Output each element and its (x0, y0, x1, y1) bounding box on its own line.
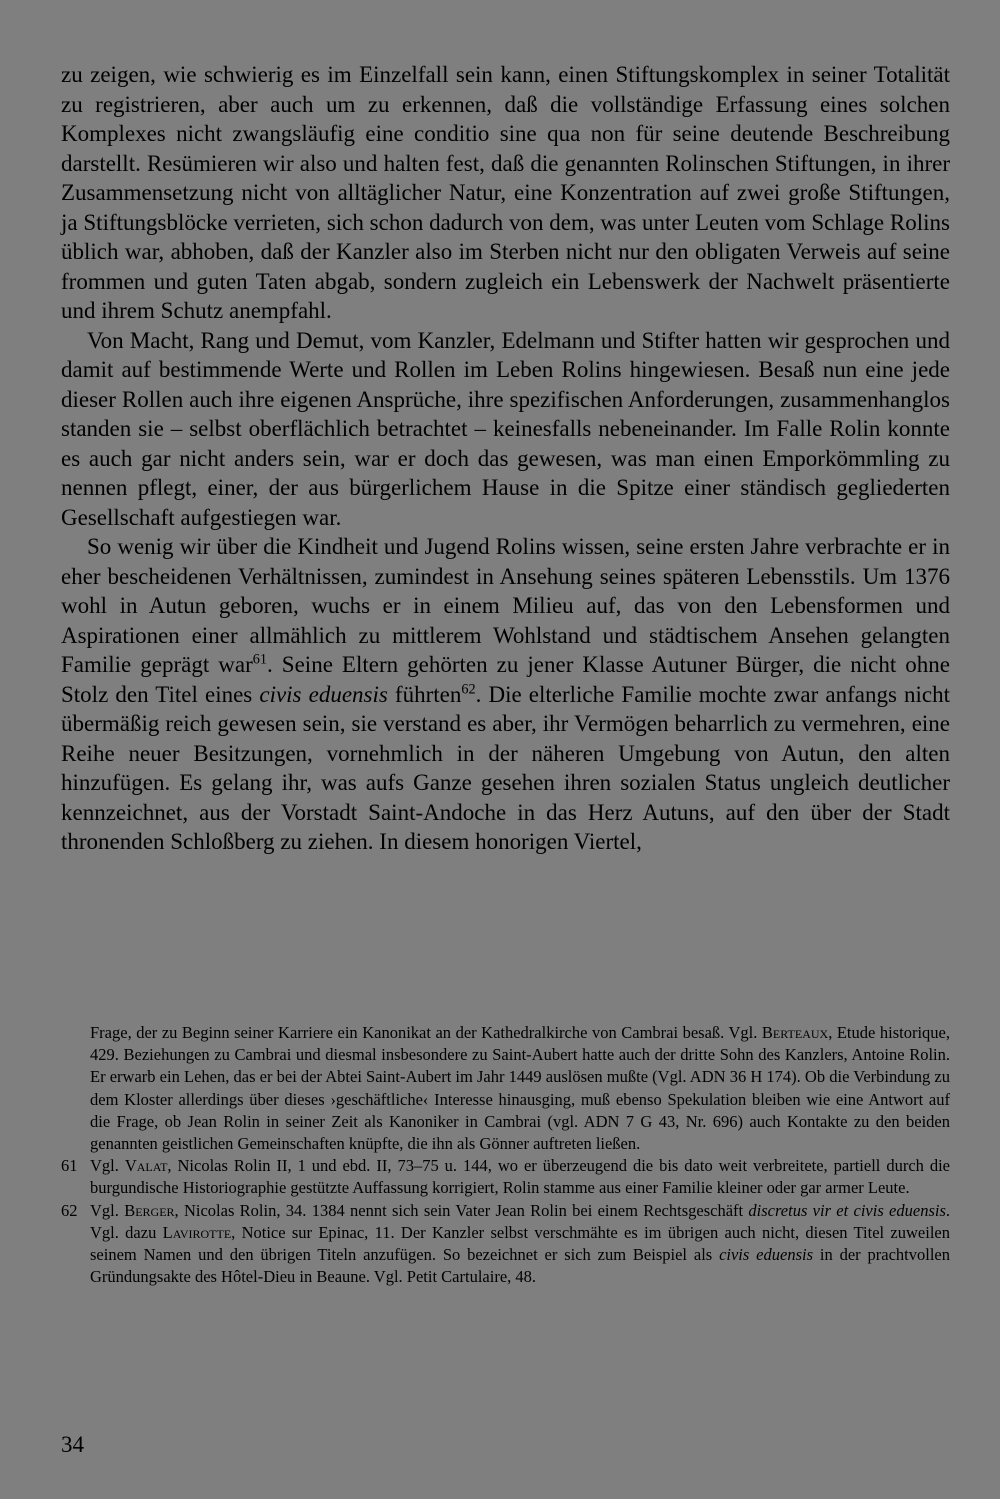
page-number: 34 (61, 1432, 84, 1457)
footnote-ref-61[interactable]: 61 (252, 651, 268, 668)
main-text (61, 60, 950, 857)
footnote-text (90, 1200, 950, 1289)
paragraph-3-text: . Seine Eltern gehörten zu jener Klasse Autuner Bürger, die nicht ohne Stolz den Titel eines (61, 652, 951, 707)
footnote-text (90, 1155, 950, 1199)
footnote-text: Frage, der zu Beginn seiner Karriere ein Kanonikat an der Kathedralkirche von Cambrai besaß. Vgl. (90, 1023, 762, 1042)
footnote-62 (61, 1200, 950, 1289)
latin-term: civis eduensis (259, 681, 388, 707)
paragraph-3 (61, 532, 950, 857)
footnote-text: . Vgl. dazu (90, 1200, 951, 1242)
footnote-text: , Nicolas Rolin II, 1 und ebd. II, 73–75 u. 144, wo er überzeugend die bis dato weit verbreitete, partiell durch die burgundische Historiographie gestützte Auffassung korrigiert, Rolin stamme aus einer Familie kleiner oder gar armer Leute. (90, 1156, 951, 1198)
footnote-text: Vgl. (90, 1156, 125, 1176)
footnote-text: , Etude historique, 429. Beziehungen zu Cambrai und diesmal insbesondere zu Saint-Aubert hatte auch der dritte Sohn des Kanzlers, Antoine Rolin. Er erwarb ein Lehen, das er bei der Abtei Saint-Aubert im Jahr 1449 auslösen mußte (Vgl. ADN 36 H 174). Ob die Verbindung zu dem Kloster allerdings über dieses ›geschäftliche‹ Interesse hinausging, muß ebenso Spekulation bleiben wie eine Antwort auf die Frage, ob Jean Rolin in seiner Zeit als Kanoniker in Cambrai (vgl. ADN 7 G 43, Nr. 696) auch Kontakte zu den beiden genannten geistlichen Gemeinschaften knüpfte, die ihn als Gönner auftreten ließen. (90, 1023, 950, 1154)
paragraph-3-text: So wenig wir über die Kindheit und Jugend Rolins wissen, seine ersten Jahre verbrachte er in eher bescheidenen Verhältnissen, zumindest in Ansehung seines späteren Lebensstils. Um 1376 wohl in Autun geboren, wuchs er in einem Milieu auf, das von den Lebensformen und Aspirationen einer allmählich zu mittlerem Wohlstand und städtischem Ansehen gelangten Familie geprägt war (61, 534, 950, 677)
footnotes (61, 1022, 950, 1288)
footnote-text: in der prachtvollen Gründungsakte des Hôtel-Dieu in Beaune. Vgl. Petit Cartulaire, 48. (90, 1245, 950, 1287)
footnote-61 (61, 1155, 950, 1199)
footnote-text: , Notice sur Epinac, 11. Der Kanzler selbst verschmähte es im übrigen auch nicht, diesen Titel zuweilen seinem Namen und den übrigen Titeln anzufügen. So bezeichnet er sich zum Beispiel als (90, 1222, 950, 1265)
footnote-number: 62 (61, 1200, 78, 1220)
latin-term: civis eduensis (719, 1245, 814, 1265)
author-name: Berteaux (761, 1023, 829, 1042)
author-name: Lavirotte (162, 1222, 232, 1242)
footnote-continuation (90, 1022, 950, 1155)
footnote-text: , Nicolas Rolin, 34. 1384 nennt sich sein Vater Jean Rolin bei einem Rechtsgeschäft (174, 1200, 749, 1220)
paragraph-1: zu zeigen, wie schwierig es im Einzelfall sein kann, einen Stiftungskomplex in seiner Totalität zu registrieren, aber auch um zu erkennen, daß die vollständige Erfassung eines solchen Komplexes nicht zwangsläufig eine conditio sine qua non für seine deutende Beschreibung darstellt. Resümieren wir also und halten fest, daß die genannten Rolinschen Stiftungen, in ihrer Zusammensetzung nicht von alltäglicher Natur, eine Konzentration auf zwei große Stiftungen, ja Stiftungsblöcke verrieten, sich schon dadurch von dem, was unter Leuten vom Schlage Rolins üblich war, abhoben, daß der Kanzler also im Sterben nicht nur den obligaten Verweis auf seine frommen und guten Taten abgab, sondern zugleich ein Lebenswerk der Nachwelt präsentierte und ihrem Schutz anempfahl. (61, 62, 950, 323)
paragraph-3-text: führten (387, 681, 462, 707)
author-name: Valat (124, 1156, 168, 1176)
paragraph-3-text: . Die elterliche Familie mochte zwar anfangs nicht übermäßig reich gewesen sein, sie verstand es aber, ihr Vermögen beharrlich zu vermehren, eine Reihe neuer Besitzungen, vornehmlich in der näheren Umgebung von Autun, den alten hinzufügen. Es gelang ihr, was aufs Ganze gesehen ihren sozialen Status ungleich deutlicher kennzeichnet, aus der Vorstadt Saint-Andoche in das Herz Autuns, auf den über der Stadt thronenden Schloßberg zu ziehen. In diesem honorigen Viertel, (61, 681, 951, 854)
latin-term: discretus vir et civis eduensis (748, 1200, 946, 1220)
footnote-number: 61 (61, 1156, 78, 1176)
author-name: Berger (124, 1200, 175, 1220)
paragraph-2: Von Macht, Rang und Demut, vom Kanzler, Edelmann und Stifter hatten wir gesprochen und damit auf bestimmende Werte und Rollen im Leben Rolins hingewiesen. Besaß nun eine jede dieser Rollen auch ihre eigenen Ansprüche, ihre spezifischen Anforderungen, zusammenhanglos standen sie – selbst oberflächlich betrachtet – keinesfalls nebeneinander. Im Falle Rolin konnte es auch gar nicht anders sein, war er doch das gewesen, was man einen Emporkömmling zu nennen pflegt, einer, der aus bürgerlichem Hause in die Spitze einer ständisch gegliederten Gesellschaft aufgestiegen war. (61, 327, 950, 530)
footnote-text: Vgl. (90, 1200, 125, 1220)
footnote-ref-62[interactable]: 62 (461, 680, 476, 697)
